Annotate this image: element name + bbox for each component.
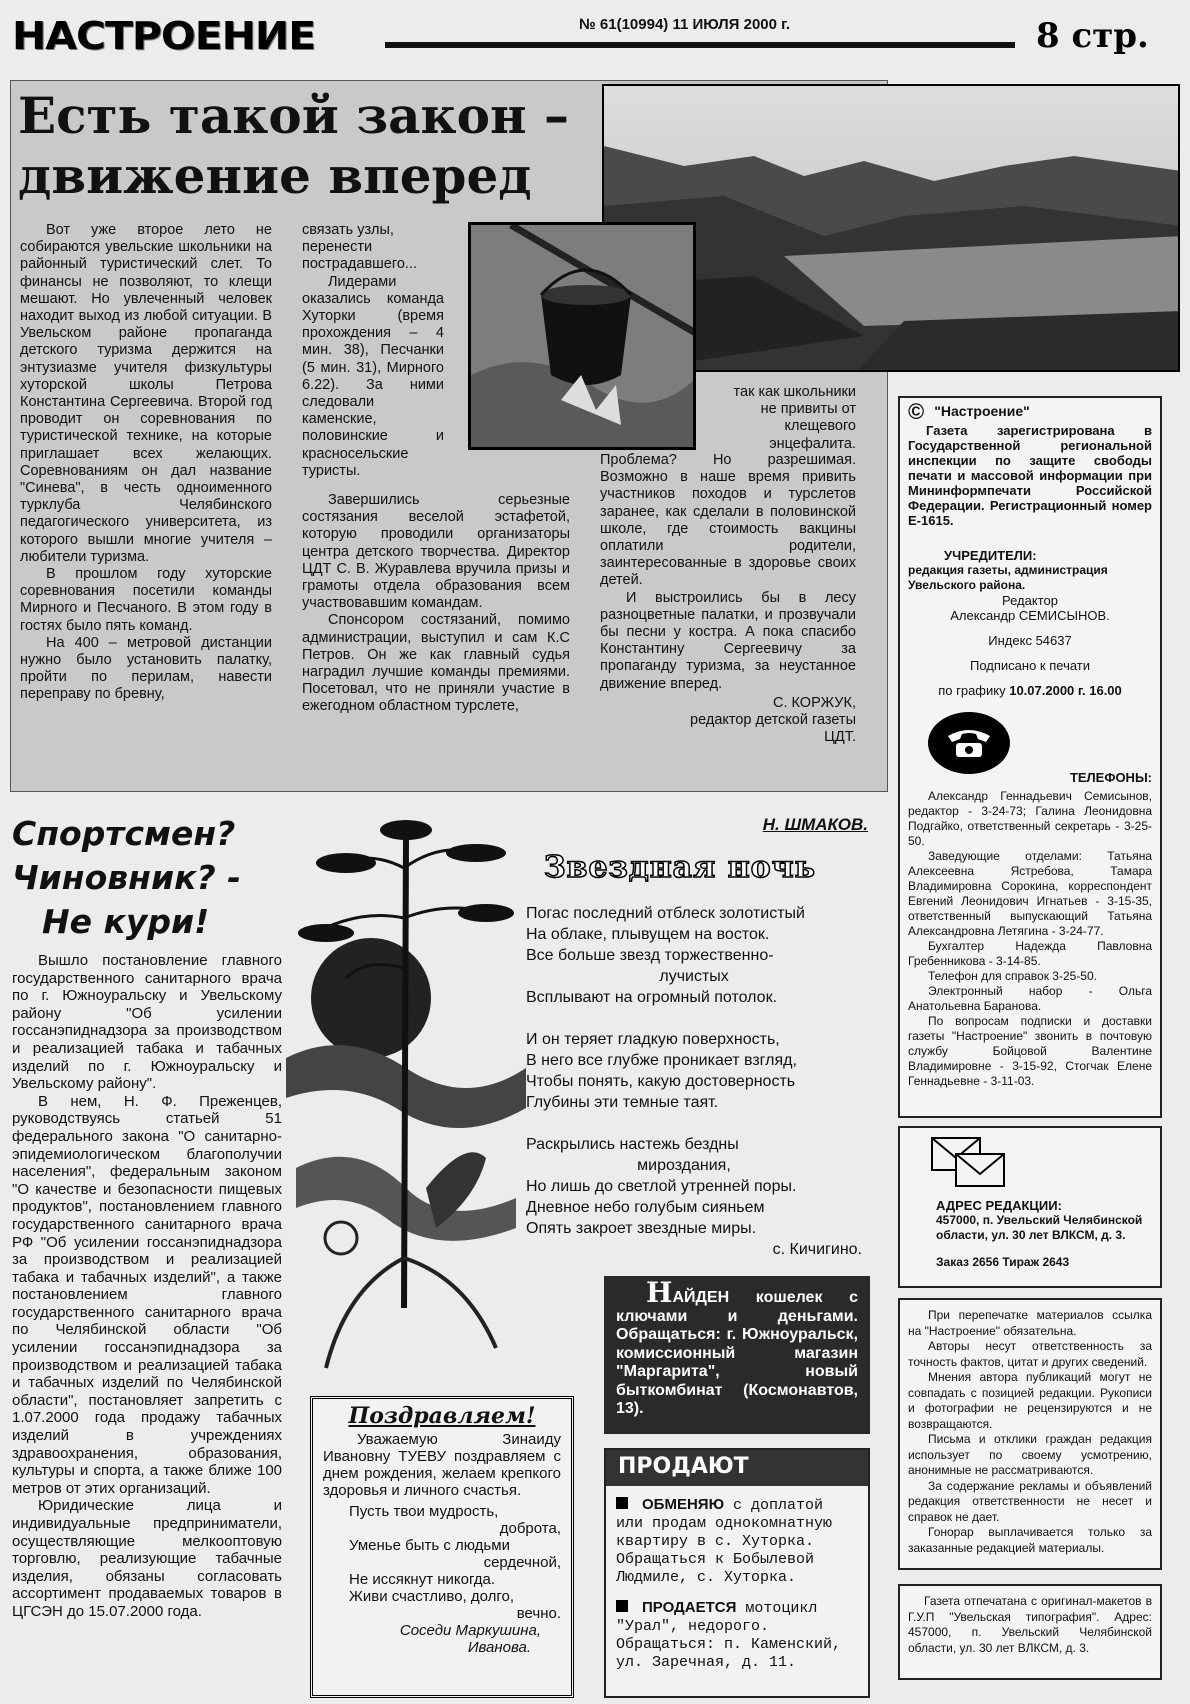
printer-box [898, 1584, 1162, 1680]
article1-col2-narrow: Лидерами оказались команда Хуторки (время прохождения – 4 мин. 38), Песчанки (5 мин. 31), Мирного 6.22). За ними следовали каменские, половинские и красносельские туристы. [302, 273, 444, 479]
article2-para: Юридические лица и индивидуальные предприниматели, осуществляющие мелкооптовую торговлю, реализующие табачные изделия, обязаны согласовать ассортимент продаваемых товаров в ЦГСЭН до 15.07.2000 года. [12, 1497, 282, 1620]
greeting-body: Уважаемую Зинаиду Ивановну ТУЕВУ поздравляем с днем рождения, желаем крепкого здоровья и личного счастья. [323, 1431, 561, 1499]
article1-column2 [302, 492, 570, 716]
poem-line: Но лишь до светлой утренней поры. [526, 1178, 797, 1195]
classified-ad [606, 1587, 868, 1672]
subscription-index: Индекс 54637 [988, 633, 1072, 648]
poem-place: с. Кичигино. [772, 1241, 862, 1258]
bullet-square-icon [616, 1497, 628, 1509]
classifieds-header [606, 1450, 868, 1486]
tree-illustration [286, 808, 526, 1388]
poem-line: В него все глубже проникает взгляд, [526, 1052, 797, 1069]
article1-col1-para: В прошлом году хуторские соревнования посетили команды Мирного и Песчаного. В этом году в гостях было пять команд. [20, 566, 272, 634]
greeting-verse-line: сердечной, [483, 1554, 561, 1571]
classified-text: с доплатой или продам однокомнатную квартиру в с. Хуторка. Обращаться к Бобылевой Людмиле, с. Хуторка. [616, 1497, 833, 1586]
schedule-prefix: по графику [938, 683, 1006, 698]
poem-line [526, 1113, 872, 1134]
article2-headline [12, 812, 241, 944]
envelope-icon [910, 1136, 1150, 1186]
phones-label: ТЕЛЕФОНЫ: [1069, 770, 1152, 785]
article1-col3-para: Проблема? Но разрешимая. Возможно в наше время привить участников походов и турслетов заранее, как сделали в половинской школе, где стоимость вакцины оплатили родители, заинтересованные в здоровье своих детей. [600, 452, 856, 589]
classifieds-box [604, 1448, 870, 1698]
headline2-line3: Не кури! [42, 902, 210, 941]
note: За содержание рекламы и объявлений редакция ответственности не несет и справок не дает. [908, 1478, 1152, 1524]
note: Письма и отклики граждан редакция использует по своему усмотрению, анонимные не рассматриваются. [908, 1432, 1152, 1477]
founders-label: УЧРЕДИТЕЛИ: [944, 548, 1037, 563]
note: Мнения автора публикаций могут не совпадать с позицией редакции. Рукописи и фотографии не рецензируются и не возвращаются. [908, 1370, 1152, 1431]
note: Авторы несут ответственность за точность фактов, цитат и других сведений. [908, 1339, 1152, 1369]
poem-line: мироздания, [526, 1157, 731, 1174]
article1-col2-top: связать узлы, перенести пострадавшего... [302, 222, 417, 273]
note: Гонорар выплачивается только за заказанные редакцией материалы. [908, 1525, 1152, 1555]
greeting-verse-line: Живи счастливо, долго, [349, 1588, 515, 1605]
poem-line: Опять закроет звездные миры. [526, 1220, 757, 1237]
greeting-box [310, 1396, 574, 1698]
article1-col1-para: На 400 – метровой дистанции нужно было установить палатку, пройти по перилам, навести переправу по бревну, [20, 634, 272, 703]
classified-keyword: ОБМЕНЯЮ [642, 1496, 725, 1513]
poem-line: Все больше звезд торжественно- [526, 947, 774, 964]
phone-icon [928, 712, 1010, 774]
article1-column2-top [302, 222, 444, 480]
found-ad [604, 1276, 870, 1434]
schedule-value: 10.07.2000 г. 16.00 [1009, 683, 1122, 698]
editor-label: Редактор [1002, 593, 1058, 608]
poem-line: Всплывают на огромный потолок. [526, 989, 778, 1006]
phone-entry: Бухгалтер Надежда Павловна Гребенникова - 3-14-85. [908, 939, 1152, 968]
printer-info: Газета отпечатана с оригинал-макетов в Г.У.П "Увельская типография". Адрес: 457000, п. Увельский Челябинской области, ул. 30 лет ВЛКСМ, д. 3. [908, 1594, 1152, 1655]
poem-author: Н. ШМАКОВ. [762, 815, 868, 834]
poem-line: Чтобы понять, какую достоверность [526, 1073, 796, 1090]
address-label: АДРЕС РЕДАКЦИИ: [936, 1198, 1062, 1213]
address: 457000, п. Увельский Челябинской области, ул. 30 лет ВЛКСМ, д. 3. [936, 1213, 1143, 1242]
imprint-box [898, 396, 1162, 1118]
article2-para: Вышло постановление главного государственного санитарного врача по г. Южноуральску и Увельскому району "Об усилении госсанэпиднадзора за производством и реализацией табака и табачных изделий по г. Южноуральску и Увельскому району". [12, 952, 282, 1093]
article2-body [12, 952, 282, 1621]
article1-column1 [20, 222, 272, 704]
signed-label: Подписано к печати [970, 658, 1090, 673]
classified-text: мотоцикл "Урал", недорого. Обращаться: п. Каменский, ул. Заречная, д. 11. [616, 1600, 842, 1671]
greeting-from: Иванова. [467, 1639, 531, 1656]
masthead-rule [385, 42, 1015, 48]
newspaper-masthead: НАСТРОЕНИЕ [12, 14, 316, 58]
article1-headline [18, 86, 569, 206]
poem-line [526, 1008, 872, 1029]
phones-list [908, 789, 1152, 1089]
poem-title: Звездная ночь [544, 850, 816, 885]
poem-line: Глубины эти темные таят. [526, 1094, 719, 1111]
imprint-name: "Настроение" [934, 403, 1030, 419]
imprint-registration: Газета зарегистрирована в Государственной региональной инспекции по защите свободы печати и массовой информации при Мининформпечати Российской Федерации. Регистрационный номер Е-1615. [908, 423, 1152, 528]
campfire-photo [468, 222, 696, 450]
found-ad-initial: Н [646, 1276, 673, 1309]
greeting-verse-line: доброта, [499, 1520, 561, 1537]
schedule [908, 683, 1152, 698]
poem-line: Погас последний отблеск золотистый [526, 905, 805, 922]
classifieds-header-label: ПРОДАЮТ [618, 1454, 749, 1479]
greeting-verse-line: Уменье быть с людьми [349, 1537, 510, 1554]
greeting-verse-line: Не иссякнут никогда. [349, 1571, 496, 1588]
note: При перепечатке материалов ссылка на "Настроение" обязательна. [908, 1308, 1152, 1338]
headline-line2: движение вперед [18, 146, 532, 205]
greeting-verse-line: Пусть твои мудрость, [349, 1503, 499, 1520]
page-number: 8 стр. [1036, 16, 1149, 56]
imprint-title-row [908, 399, 1152, 424]
article1-author: С. КОРЖУК, [773, 694, 856, 711]
article1-col1-para: Вот уже второе лето не собираются увельские школьники на районный туристический слет. То финансы не позволяют, то клещи мешают. Но увлеченный человек находит выход из любой ситуации. В Увельском районе пропаганда детского туризма держится на энтузиазме учителя физкультуры хуторской школы Петрова Константина Сергеевича. Второй год проводит он соревнования по туристической технике, на которые приглашает всех желающих. Соревнованиям он дал название "Синева", в честь одноименного турклуба Челябинского педагогического университета, из которого вышли многие учителя – любители туризма. [20, 222, 272, 565]
address-box [898, 1126, 1162, 1288]
article1-col2-para: Спонсором состязаний, помимо администрации, выступил и сам К.С Петров. Он же как главный судья наградил лучшие команды премиями. Посетовал, что не приняли участие в ежегодном областном турслете, [302, 612, 570, 715]
poem-line: лучистых [526, 968, 729, 985]
founders: редакция газеты, администрация Увельского района. [908, 563, 1108, 592]
greeting-from: Соседи Маркушина, [399, 1622, 541, 1639]
headline2-line1: Спортсмен? [12, 814, 236, 853]
copyright-icon: © [908, 399, 925, 424]
editor-name: Александр СЕМИСЫНОВ. [950, 608, 1110, 623]
headline2-line2: Чиновник? - [12, 858, 241, 897]
article1-col3-para: И выстроились бы в лесу разноцветные палатки, и прозвучали бы песни у костра. А пока спасибо Константину Сергеевичу за пропаганду туризма, за неустанное движение вперед. [600, 589, 856, 692]
article1-author-role: редактор детской газеты [690, 712, 856, 729]
classified-ad [606, 1486, 868, 1587]
article1-col3-top: так как школьники не привиты от клещевого энцефалита. [733, 384, 856, 452]
bullet-square-icon [616, 1600, 628, 1612]
article2-para: В нем, Н. Ф. Преженцев, руководствуясь статьей 51 федерального закона "О санитарно-эпидемиологическом благополучии населения", федеральным законом "О качестве и безопасности пищевых продуктов", постановлением главного государственного санитарного врача РФ "Об усилении госсанэпиднадзора за производством и реализацией табака и табачных изделий", а также постановлением главного государственного санитарного врача по Челябинской области "Об усилении госсанэпиднадзора за производством и реализацией табака и табачных изделий по Челябинской области", постановляет запретить с 1.07.2000 года продажу табачных изделий в учреждениях здравоохранения, образования, культуры и спорта, а также ближе 100 метров от этих организаций. [12, 1092, 282, 1497]
greeting-title: Поздравляем! [348, 1403, 536, 1429]
poem-body [526, 903, 872, 1260]
poem-line: Дневное небо голубым сияньем [526, 1199, 765, 1216]
article1-column3 [600, 452, 856, 746]
notes-box [898, 1298, 1162, 1570]
issue-info: № 61(10994) 11 ИЮЛЯ 2000 г. [575, 16, 794, 33]
phone-entry: Заведующие отделами: Татьяна Алексеевна Ястребова, Тамара Владимировна Сорокина, корреспондент Евгений Леонидович Игнатьев - 3-15-35, ответственный выпускающий Татьяна Александровна Летягина - 3-24-77. [908, 849, 1152, 938]
headline-line1: Есть такой закон – [18, 86, 569, 145]
classified-keyword: ПРОДАЕТСЯ [642, 1599, 737, 1616]
order-info: Заказ 2656 Тираж 2643 [936, 1255, 1070, 1269]
poem-line: На облаке, плывущем на восток. [526, 926, 770, 943]
poem-line: Раскрылись настежь бездны [526, 1136, 739, 1153]
phone-entry: Электронный набор - Ольга Анатольевна Баранова. [908, 984, 1152, 1013]
article1-author-org: ЦДТ. [824, 729, 856, 746]
poem-line: И он теряет гладкую поверхность, [526, 1031, 780, 1048]
phone-entry: Телефон для справок 3-25-50. [928, 969, 1097, 983]
found-ad-text: АЙДЕН кошелек с ключами и деньгами. Обращаться: г. Южноуральск, комиссионный магазин "Маргарита", новый быткомбинат (Космонавтов, 13). [616, 1289, 858, 1417]
greeting-verse-line: вечно. [516, 1605, 561, 1622]
phone-entry: По вопросам подписки и доставки газеты "Настроение" звонить в почтовую службу Бойцовой Валентине Владимировне - 3-15-92, Стогчак Елене Геннадьевне - 3-11-03. [908, 1014, 1152, 1088]
phone-entry: Александр Геннадьевич Семисынов, редактор - 3-24-73; Галина Леонидовна Подгайко, ответственный секретарь - 3-25-50. [908, 789, 1152, 848]
article1-col2-para: Завершились серьезные состязания веселой эстафетой, которую проводили организаторы центра детского творчества. Директор ЦДТ С. В. Журавлева вручила призы и грамоты отдела образования всем участвовавшим командам. [302, 492, 570, 612]
article1-column3-top [722, 384, 856, 453]
